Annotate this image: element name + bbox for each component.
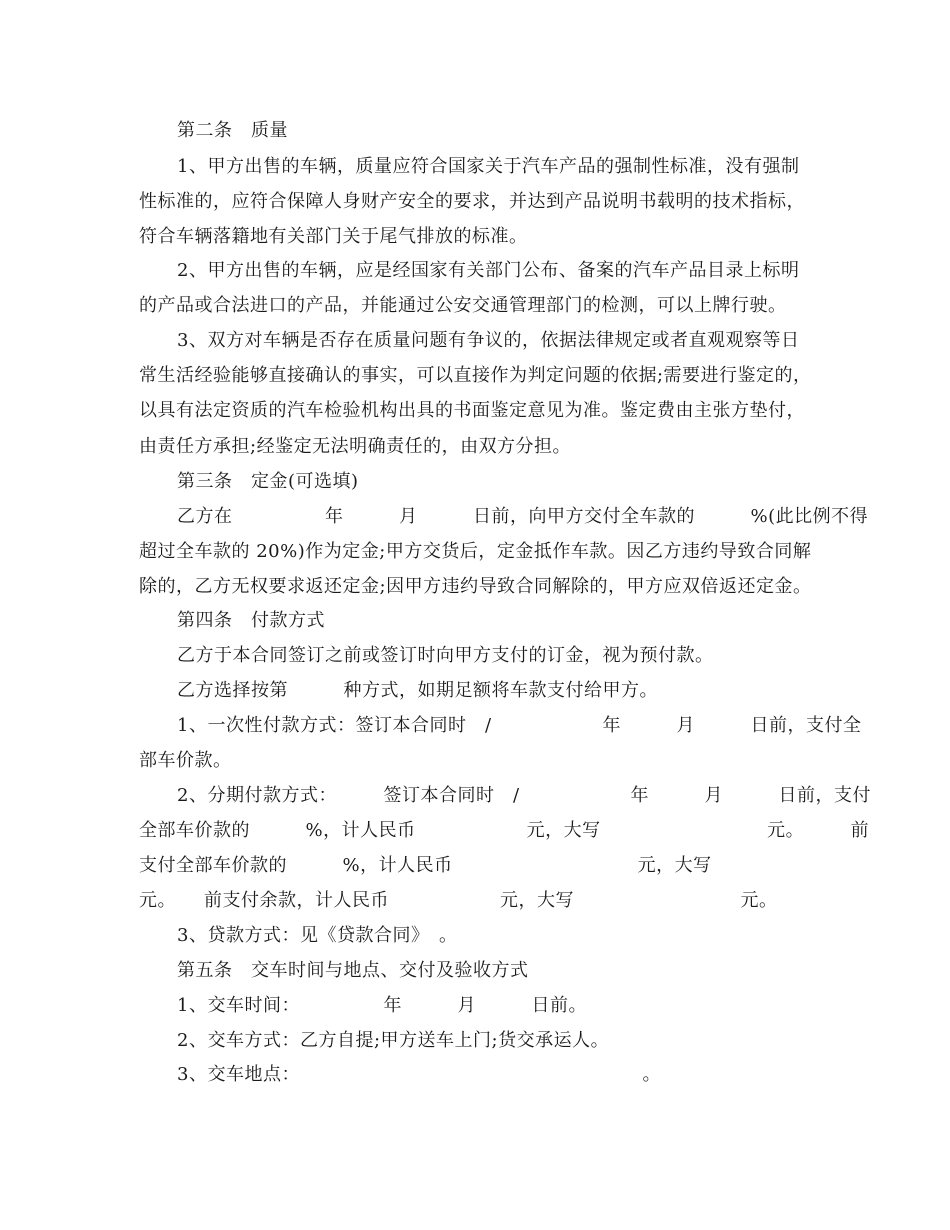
paragraph-line: 符合车辆落籍地有关部门关于尾气排放的标准。 — [139, 226, 528, 247]
paragraph-line: 1、一次性付款方式：签订本合同时 / 年 月 日前，支付全 — [177, 715, 862, 736]
paragraph-line: 3、双方对车辆是否存在质量问题有争议的，依据法律规定或者直观观察等日 — [177, 330, 800, 351]
section-heading: 第三条 定金(可选填) — [177, 471, 359, 492]
paragraph-line: 由责任方承担;经鉴定无法明确责任的，由双方分担。 — [139, 436, 572, 457]
paragraph-line: 乙方在 年 月 日前，向甲方交付全车款的 %(此比例不得 — [177, 506, 869, 527]
paragraph-line: 元。 前支付余款，计人民币 元，大写 元。 — [139, 890, 778, 911]
paragraph-line: 性标准的，应符合保障人身财产安全的要求，并达到产品说明书载明的技术指标， — [139, 191, 805, 212]
paragraph-line: 2、交车方式：乙方自提;甲方送车上门;货交承运人。 — [177, 1030, 610, 1051]
paragraph-line: 1、交车时间： 年 月 日前。 — [177, 995, 587, 1016]
paragraph-line: 除的，乙方无权要求返还定金;因甲方违约导致合同解除的，甲方应双倍返还定金。 — [139, 576, 812, 597]
paragraph-line: 乙方选择按第 种方式，如期足额将车款支付给甲方。 — [177, 680, 658, 701]
paragraph-line: 的产品或合法进口的产品，并能通过公安交通管理部门的检测，可以上牌行驶。 — [139, 295, 787, 316]
section-heading: 第五条 交车时间与地点、交付及验收方式 — [177, 960, 529, 981]
paragraph-line: 常生活经验能够直接确认的事实，可以直接作为判定问题的依据;需要进行鉴定的， — [139, 365, 812, 386]
paragraph-line: 部车价款。 — [139, 750, 232, 771]
paragraph-line: 3、贷款方式：见《贷款合同》 。 — [177, 925, 458, 946]
paragraph-line: 以具有法定资质的汽车检验机构出具的书面鉴定意见为准。鉴定费由主张方垫付， — [139, 400, 805, 421]
section-heading: 第四条 付款方式 — [177, 610, 325, 631]
paragraph-line: 支付全部车价款的 %，计人民币 元，大写 — [139, 855, 712, 876]
paragraph-line: 乙方于本合同签订之前或签订时向甲方支付的订金，视为预付款。 — [177, 645, 714, 666]
section-heading: 第二条 质量 — [177, 120, 288, 141]
paragraph-line: 2、甲方出售的车辆，应是经国家有关部门公布、备案的汽车产品目录上标明 — [177, 260, 800, 281]
paragraph-line: 3、交车地点： 。 — [177, 1064, 661, 1085]
paragraph-line: 超过全车款的 20%)作为定金;甲方交货后，定金抵作车款。因乙方违约导致合同解 — [139, 541, 812, 562]
paragraph-line: 全部车价款的 %，计人民币 元，大写 元。 前 — [139, 820, 870, 841]
paragraph-line: 1、甲方出售的车辆，质量应符合国家关于汽车产品的强制性标准，没有强制 — [177, 156, 800, 177]
paragraph-line: 2、分期付款方式： 签订本合同时 / 年 月 日前，支付 — [177, 785, 872, 806]
